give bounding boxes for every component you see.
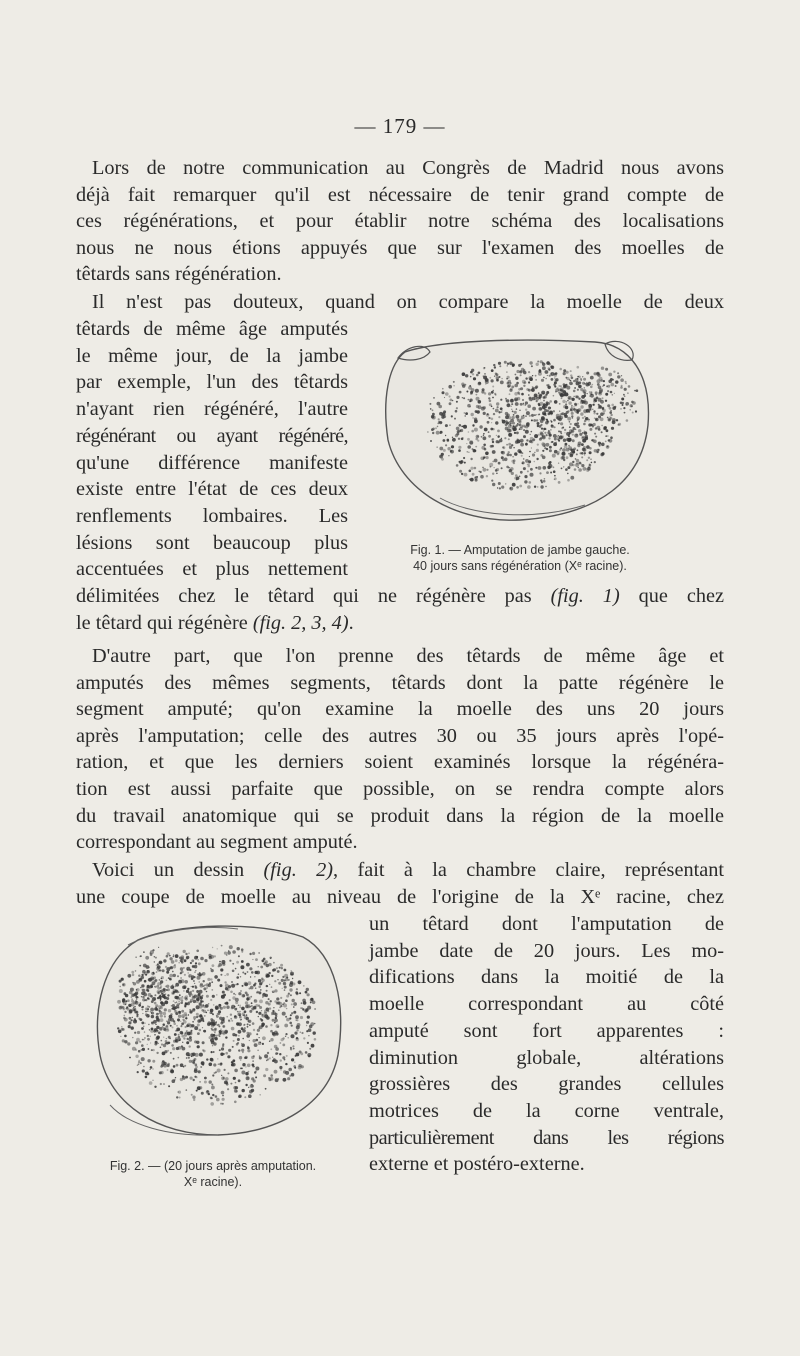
paragraph-2-end [76,583,724,636]
text-span: délimitées chez le têtard qui ne régénère pas [76,585,551,607]
paragraph-4-narrow-column [369,911,724,1178]
text-line: grossières des grandes cellules [369,1073,724,1096]
figure-2 [88,915,348,1140]
figure-1 [380,330,660,530]
text-span: . [348,611,354,634]
text-line: nous ne nous étions appuyés que sur l'examen des moelles de [76,236,724,259]
text-line: amputé sont fort apparentes : [369,1019,724,1042]
text-line: Lors de notre communication au Congrès de Madrid nous avons [92,157,724,179]
text-span: Voici un dessin [92,859,264,881]
text-line: régénérant ou ayant régénéré, [76,424,348,447]
text-line: par exemple, l'un des têtards [76,371,348,394]
paragraph-2-narrow-column [76,316,348,583]
text-line: qu'une différence manifeste [76,451,348,474]
figure-2-caption [78,1158,348,1190]
text-line: le même jour, de la jambe [76,344,348,367]
figure-1-caption-line-2: 40 jours sans régénération (Xᵉ racine). [413,559,627,573]
text-line: après l'amputation; celle des autres 30 ou 35 jours après l'opé- [76,724,724,747]
paragraph-1 [76,155,724,288]
figure-1-caption [380,542,660,574]
text-line: correspondant au segment amputé. [76,831,358,854]
page-number: — 179 — [354,114,446,138]
text-line: renflements lombaires. Les [76,504,348,527]
text-line: n'ayant rien régénéré, l'autre [76,398,348,421]
figure-reference: (fig. 2, 3, 4) [252,611,349,634]
figure-reference: (fig. 2) [263,859,334,881]
text-line: accentuées et plus nettement [76,558,348,581]
text-line [76,583,724,610]
text-line: segment amputé; qu'on examine la moelle des uns 20 jours [76,698,724,721]
figure-reference: (fig. 1) [550,585,620,607]
text-line: externe et postéro-externe. [369,1153,585,1176]
text-span: que chez [619,585,724,607]
text-line: Il n'est pas douteux, quand on compare la moelle de deux [92,291,724,313]
paragraph-3 [76,643,724,856]
text-line: lésions sont beaucoup plus [76,531,348,554]
text-line: déjà fait remarquer qu'il est nécessaire de tenir grand compte de [76,183,724,206]
text-line: jambe date de 20 jours. Les mo- [369,939,724,962]
paragraph-4 [76,857,724,910]
figure-2-drawing [88,915,348,1140]
text-line: du travail anatomique qui se produit dans la région de la moelle [76,804,724,827]
text-line: une coupe de moelle au niveau de l'origine de la Xᵉ racine, chez [76,885,724,908]
text-line: têtards sans régénération. [76,263,282,286]
text-line: existe entre l'état de ces deux [76,478,348,501]
text-line: tion est aussi parfaite que possible, on se rendra compte alors [76,777,724,800]
text-line: ces régénérations, et pour établir notre schéma des localisations [76,210,724,233]
text-span: le têtard qui régénère [76,611,253,634]
text-line: motrices de la corne ventrale, [369,1099,724,1122]
text-line: têtards de même âge amputés [76,318,348,340]
figure-1-drawing [380,330,660,530]
text-line: amputés des mêmes segments, têtards dont la patte régénère le [76,671,724,694]
figure-2-caption-line-2: Xᵉ racine). [183,1175,243,1189]
text-line: difications dans la moitié de la [369,966,724,989]
text-span: , fait à la chambre claire, représentant [333,859,725,881]
text-line [76,610,724,637]
text-line [76,857,724,884]
text-line: particulièrement dans les régions [369,1126,724,1149]
text-line: diminution globale, altérations [369,1046,724,1069]
text-line: D'autre part, que l'on prenne des têtards de même âge et [92,645,724,667]
paragraph-2 [76,289,724,316]
text-line: un têtard dont l'amputation de [369,913,724,935]
figure-1-caption-line-1: Fig. 1. — Amputation de jambe gauche. [410,543,630,557]
figure-2-caption-line-1: Fig. 2. — (20 jours après amputation. [109,1159,317,1173]
text-line: moelle correspondant au côté [369,993,724,1016]
text-line: ration, et que les derniers soient examinés lorsque la régénéra- [76,751,724,774]
